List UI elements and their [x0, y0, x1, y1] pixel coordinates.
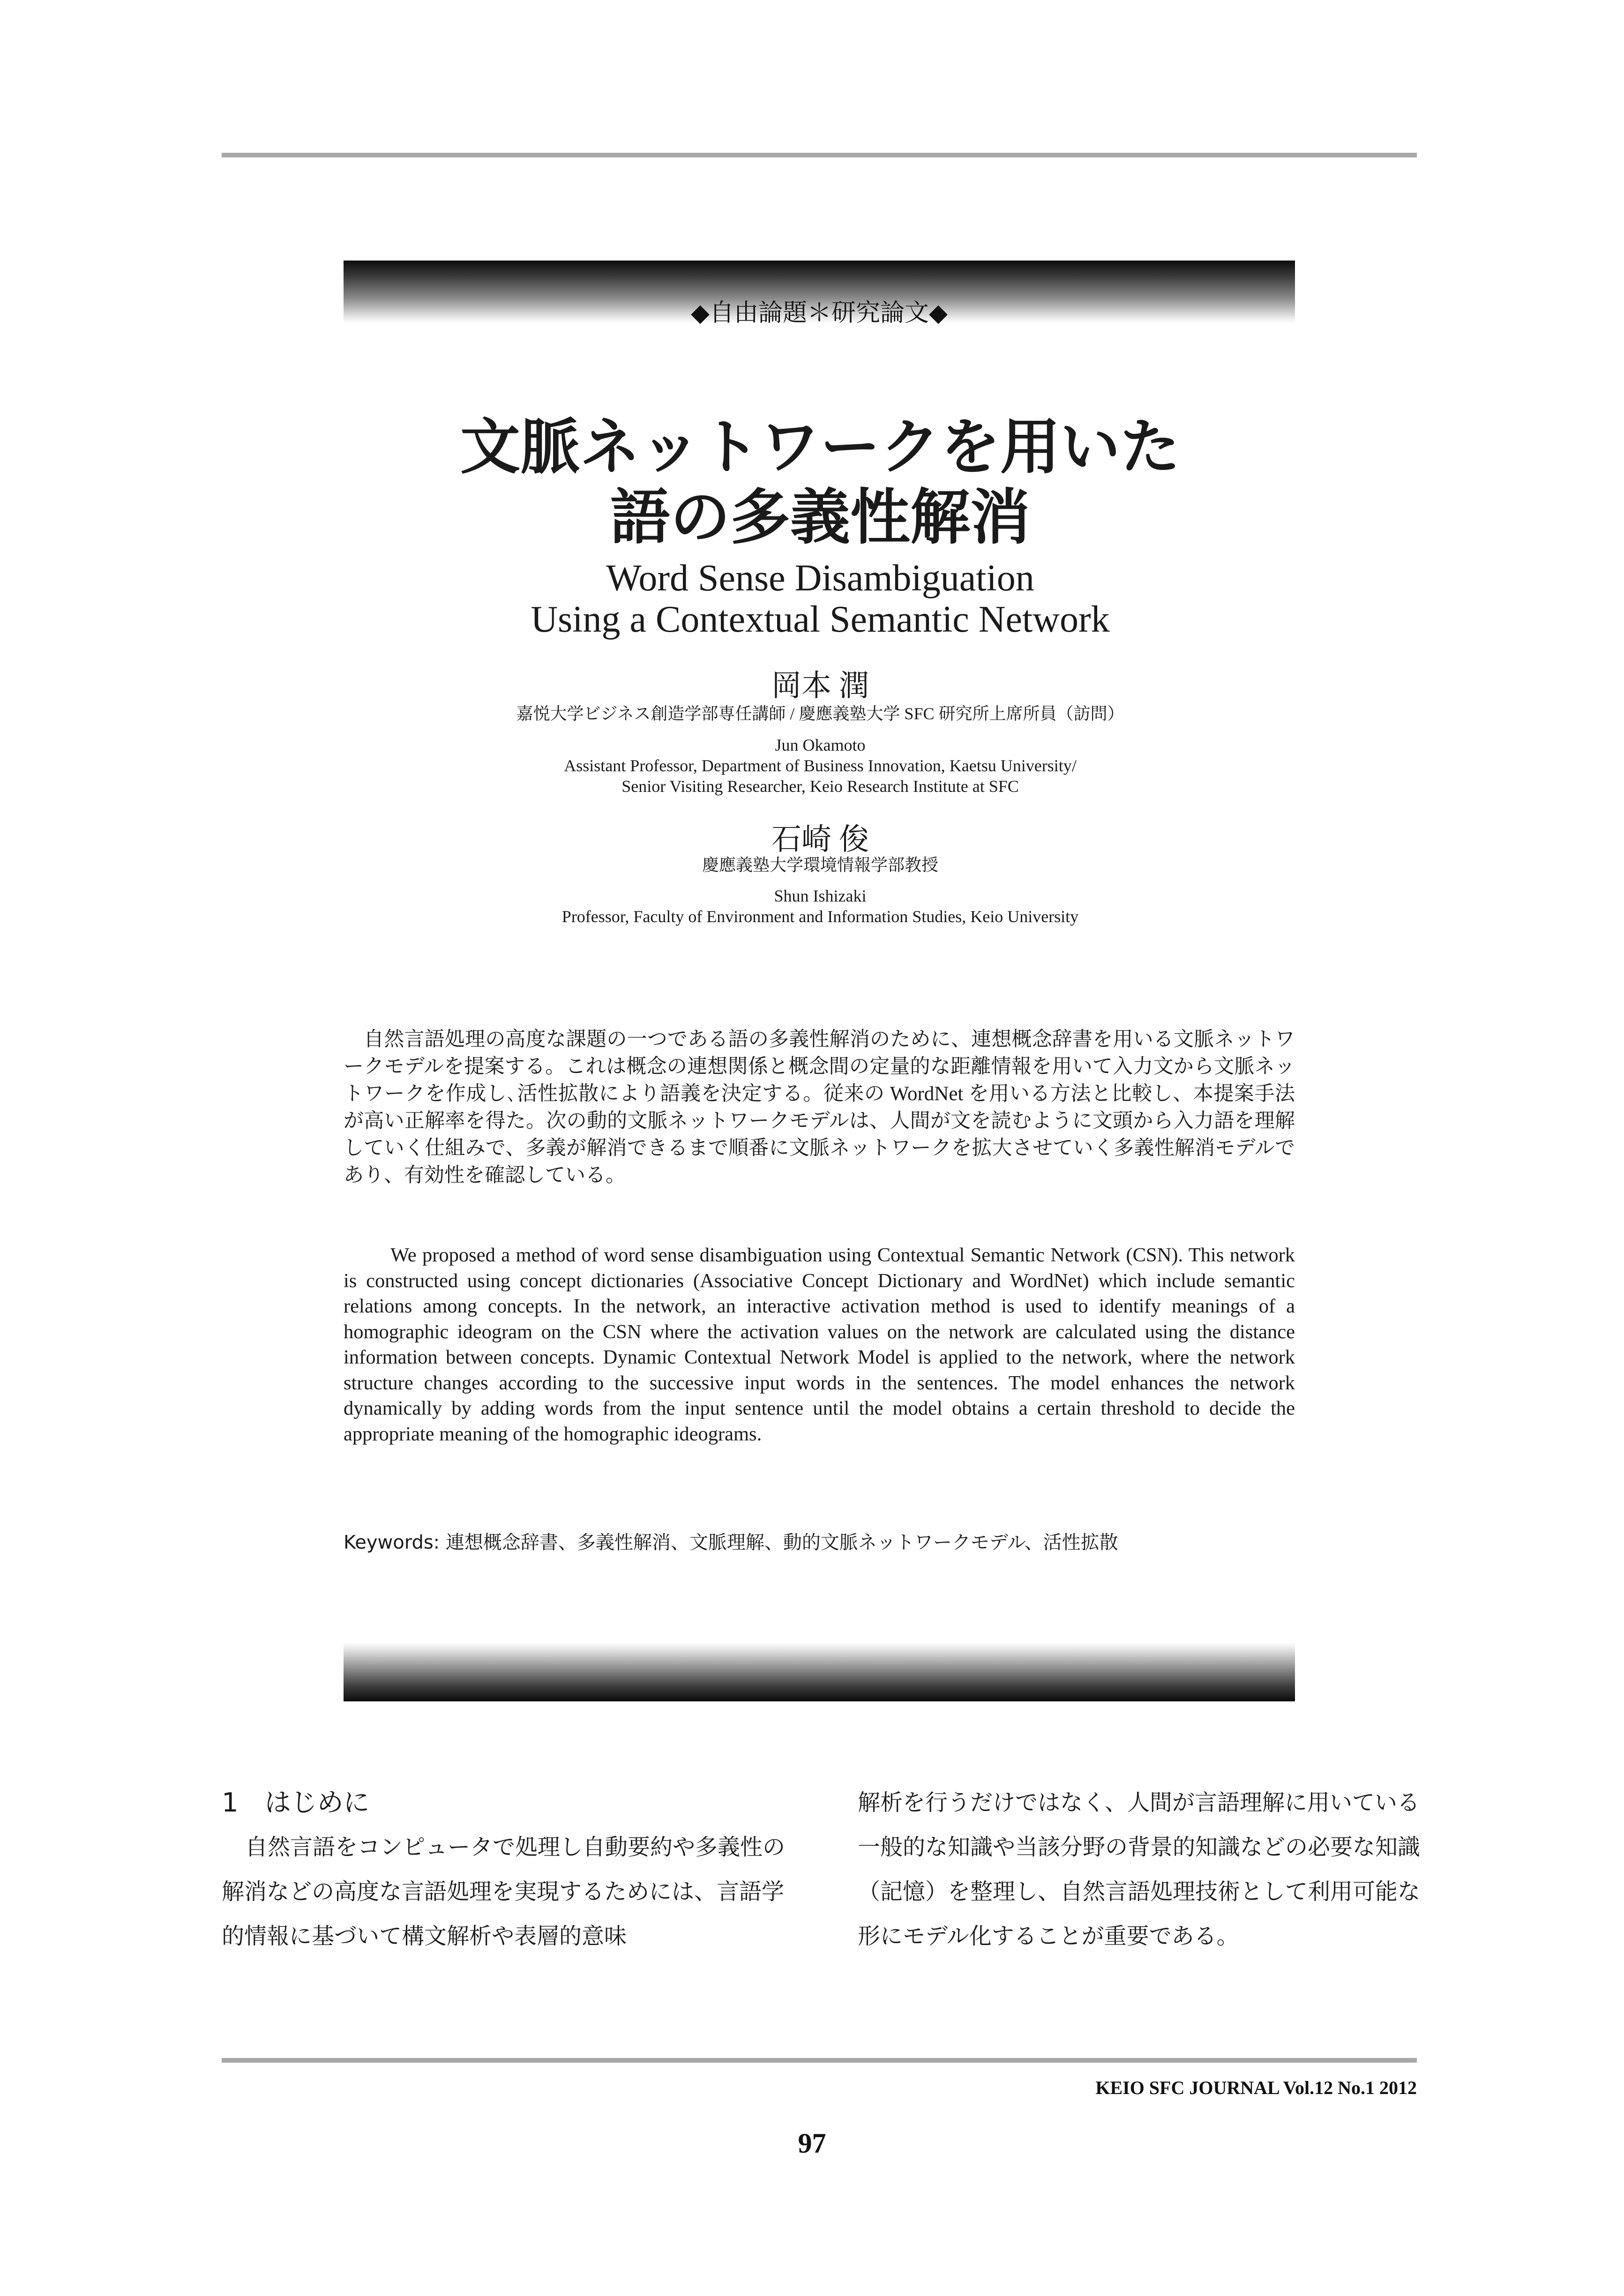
title-jp-line-1: 文脈ネットワークを用いた: [460, 412, 1180, 482]
body-left-paragraph: 自然言語をコンピュータで処理し自動要約や多義性の解消などの高度な言語処理を実現するためには、言語学的情報に基づいて構文解析や表層的意味: [222, 1834, 786, 1949]
title-japanese: [281, 412, 1359, 553]
abstract-english: We proposed a method of word sense disambiguation using Contextual Semantic Network (CSN). This network is constructed using concept dictionaries (Associative Concept Dictionary and WordNet) which include semantic relations among concepts. In the network, an interactive activation method is used to identify meanings of a homographic ideogram on the CSN where the activation values on the network are calculated using the distance information between concepts. Dynamic Contextual Network Model is applied to the network, where the network structure changes according to the successive input words in the sentences. The model enhances the network dynamically by adding words from the input sentence until the model obtains a certain threshold to decide the appropriate meaning of the homographic ideograms.: [344, 1244, 1295, 1445]
keywords-value: 連想概念辞書、多義性解消、文脈理解、動的文脈ネットワークモデル、活性拡散: [445, 1532, 1118, 1553]
author-2-name-en: Shun Ishizaki: [774, 887, 867, 905]
title-en-line-2: Using a Contextual Semantic Network: [531, 599, 1110, 640]
bottom-rule: [222, 2058, 1417, 2063]
keywords: [344, 1528, 1295, 1554]
title-english: [281, 558, 1359, 640]
page-number: 97: [798, 2128, 826, 2159]
top-rule: [222, 153, 1417, 157]
author-1-affiliation-en-1: Assistant Professor, Department of Business Innovation, Kaetsu University/: [564, 756, 1077, 775]
article-category: ◆自由論題＊研究論文◆: [691, 299, 948, 327]
title-jp-line-2: 語の多義性解消: [610, 483, 1030, 552]
author-2-block-en: [281, 886, 1359, 927]
author-2-affiliation-en-1: Professor, Faculty of Environment and Information Studies, Keio University: [561, 907, 1079, 926]
title-en-line-1: Word Sense Disambiguation: [606, 558, 1034, 599]
author-1-affiliation-jp: 嘉悦大学ビジネス創造学部専任講師 / 慶應義塾大学 SFC 研究所上席所員（訪問）: [516, 704, 1124, 723]
author-1-name-jp: 岡本 潤: [771, 669, 869, 702]
abstract-japanese: 自然言語処理の高度な課題の一つである語の多義性解消のために、連想概念辞書を用いる文脈ネットワークモデルを提案する。これは概念の連想関係と概念間の定量的な距離情報を用いて入力文から文脈ネットワークを作成し､活性拡散により語義を決定する。従来の WordNet を用いる方法と比較し、本提案手法が高い正解率を得た。次の動的文脈ネットワークモデルは、人間が文を読むように文頭から入力語を理解していく仕組みで、多義が解消できるまで順番に文脈ネットワークを拡大させていく多義性解消モデルであり、有効性を確認している。: [344, 1029, 1295, 1186]
author-2-affiliation-jp: 慶應義塾大学環境情報学部教授: [702, 856, 938, 874]
author-1-affiliation-en-2: Senior Visiting Researcher, Keio Research Institute at SFC: [621, 777, 1019, 796]
author-1-name-en: Jun Okamoto: [775, 736, 866, 754]
abstract-end-band: [344, 1642, 1295, 1701]
journal-name: KEIO SFC JOURNAL Vol.12 No.1 2012: [1095, 2077, 1417, 2098]
author-1-block-en: [281, 735, 1359, 797]
body-right-paragraph: 解析を行うだけではなく、人間が言語理解に用いている一般的な知識や当該分野の背景的知識などの必要な知識（記憶）を整理し、自然言語処理技術として利用可能な形にモデル化することが重要である。: [858, 1789, 1421, 1949]
section-heading: 1 はじめに: [222, 1788, 370, 1818]
body-column-right: [858, 1781, 1425, 1959]
keywords-label: Keywords:: [344, 1532, 440, 1553]
author-2-name-jp: 石崎 俊: [771, 823, 869, 856]
body-column-left: [222, 1781, 789, 1959]
